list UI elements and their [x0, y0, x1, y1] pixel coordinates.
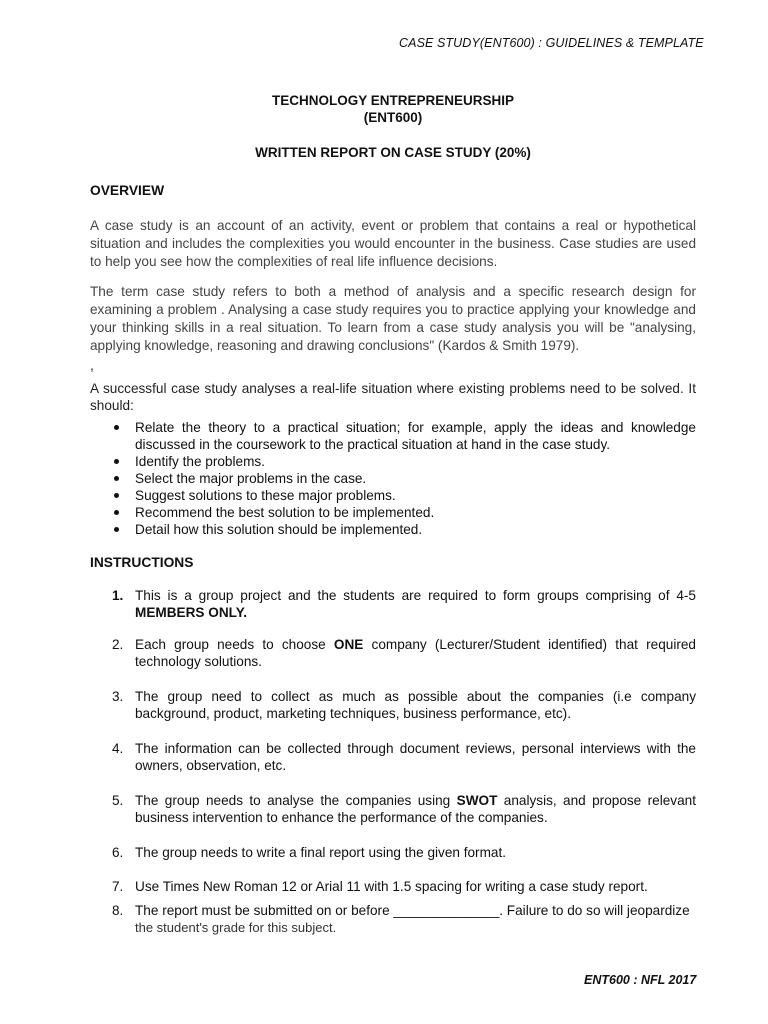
running-header: CASE STUDY(ENT600) : GUIDELINES & TEMPLATE [399, 36, 704, 50]
instruction-text: Each group needs to choose [135, 637, 334, 652]
instruction-text-tail: analysis, and propose relevant business intervention to enhance the performance of the companies. [135, 793, 696, 825]
instruction-number: 1. [112, 588, 124, 603]
instruction-text: The information can be collected through document reviews, personal interviews with the owners, observation, etc. [135, 741, 696, 773]
instruction-item [90, 688, 696, 722]
instruction-emphasis: SWOT [456, 793, 498, 808]
instruction-text: Use Times New Roman 12 or Arial 11 with 1.5 spacing for writing a case study report. [135, 879, 648, 894]
list-item: Relate the theory to a practical situation; for example, apply the ideas and knowledge discussed in the coursework to the practical situation at hand in the case study. [90, 419, 696, 453]
instruction-continuation: the student's grade for this subject. [135, 920, 337, 935]
overview-paragraph-1: A case study is an account of an activity, event or problem that contains a real or hypothetical situation and includes the complexities you would encounter in the business. Case studies are used to help you see how the complexities of real life influence decisions. [90, 218, 696, 269]
instruction-number: 5. [112, 793, 124, 808]
list-item: Suggest solutions to these major problems. [90, 487, 696, 504]
overview-paragraph-3: A successful case study analyses a real-life situation where existing problems need to be solved. It should: [90, 381, 696, 413]
instruction-text: The group needs to write a final report using the given format. [135, 845, 507, 860]
instruction-emphasis: ONE [333, 637, 364, 652]
instruction-number: 8. [112, 903, 124, 918]
list-item: Recommend the best solution to be implemented. [90, 504, 696, 521]
instruction-text-tail: company (Lecturer/Student identified) that required technology solutions. [135, 637, 696, 669]
course-title: TECHNOLOGY ENTREPRENEURSHIP [271, 93, 515, 108]
instruction-number: 2. [112, 637, 124, 652]
instruction-item [90, 740, 696, 774]
list-item: Select the major problems in the case. [90, 470, 696, 487]
instruction-item [90, 792, 696, 826]
list-item: Identify the problems. [90, 453, 696, 470]
instruction-item [90, 844, 696, 861]
instruction-item [90, 902, 696, 936]
report-title: WRITTEN REPORT ON CASE STUDY (20%) [255, 145, 531, 160]
overview-heading: OVERVIEW [90, 183, 165, 198]
instruction-text: The report must be submitted on or before ______________. Failure to do so will jeopardize [135, 903, 690, 918]
instruction-number: 3. [112, 689, 124, 704]
instruction-text: The group need to collect as much as possible about the companies (i.e company background, product, marketing techniques, business performance, etc). [135, 689, 696, 721]
instruction-number: 4. [112, 741, 124, 756]
instruction-item [90, 878, 696, 895]
page-footer: ENT600 : NFL 2017 [584, 973, 697, 987]
instruction-number: 7. [112, 879, 124, 894]
instruction-text: This is a group project and the students are required to form groups comprising of 4-5 [135, 588, 696, 603]
instruction-item [90, 636, 696, 670]
stray-comma: , [90, 358, 94, 373]
instruction-emphasis: MEMBERS ONLY. [135, 605, 248, 620]
overview-paragraph-2: The term case study refers to both a method of analysis and a specific research design for examining a problem . Analysing a case study requires you to practice applying your knowledge and your thinking skills in a real situation. To learn from a case study analysis you will be "analysing, applying knowledge, reasoning and drawing conclusions" (Kardos & Smith 1979). [90, 284, 696, 353]
course-code: (ENT600) [363, 110, 423, 125]
instructions-heading: INSTRUCTIONS [90, 555, 194, 570]
instruction-number: 6. [112, 845, 124, 860]
instruction-text: The group needs to analyse the companies using [135, 793, 457, 808]
list-item: Detail how this solution should be implemented. [90, 521, 696, 538]
instruction-item [90, 587, 696, 621]
requirements-list [90, 419, 696, 538]
